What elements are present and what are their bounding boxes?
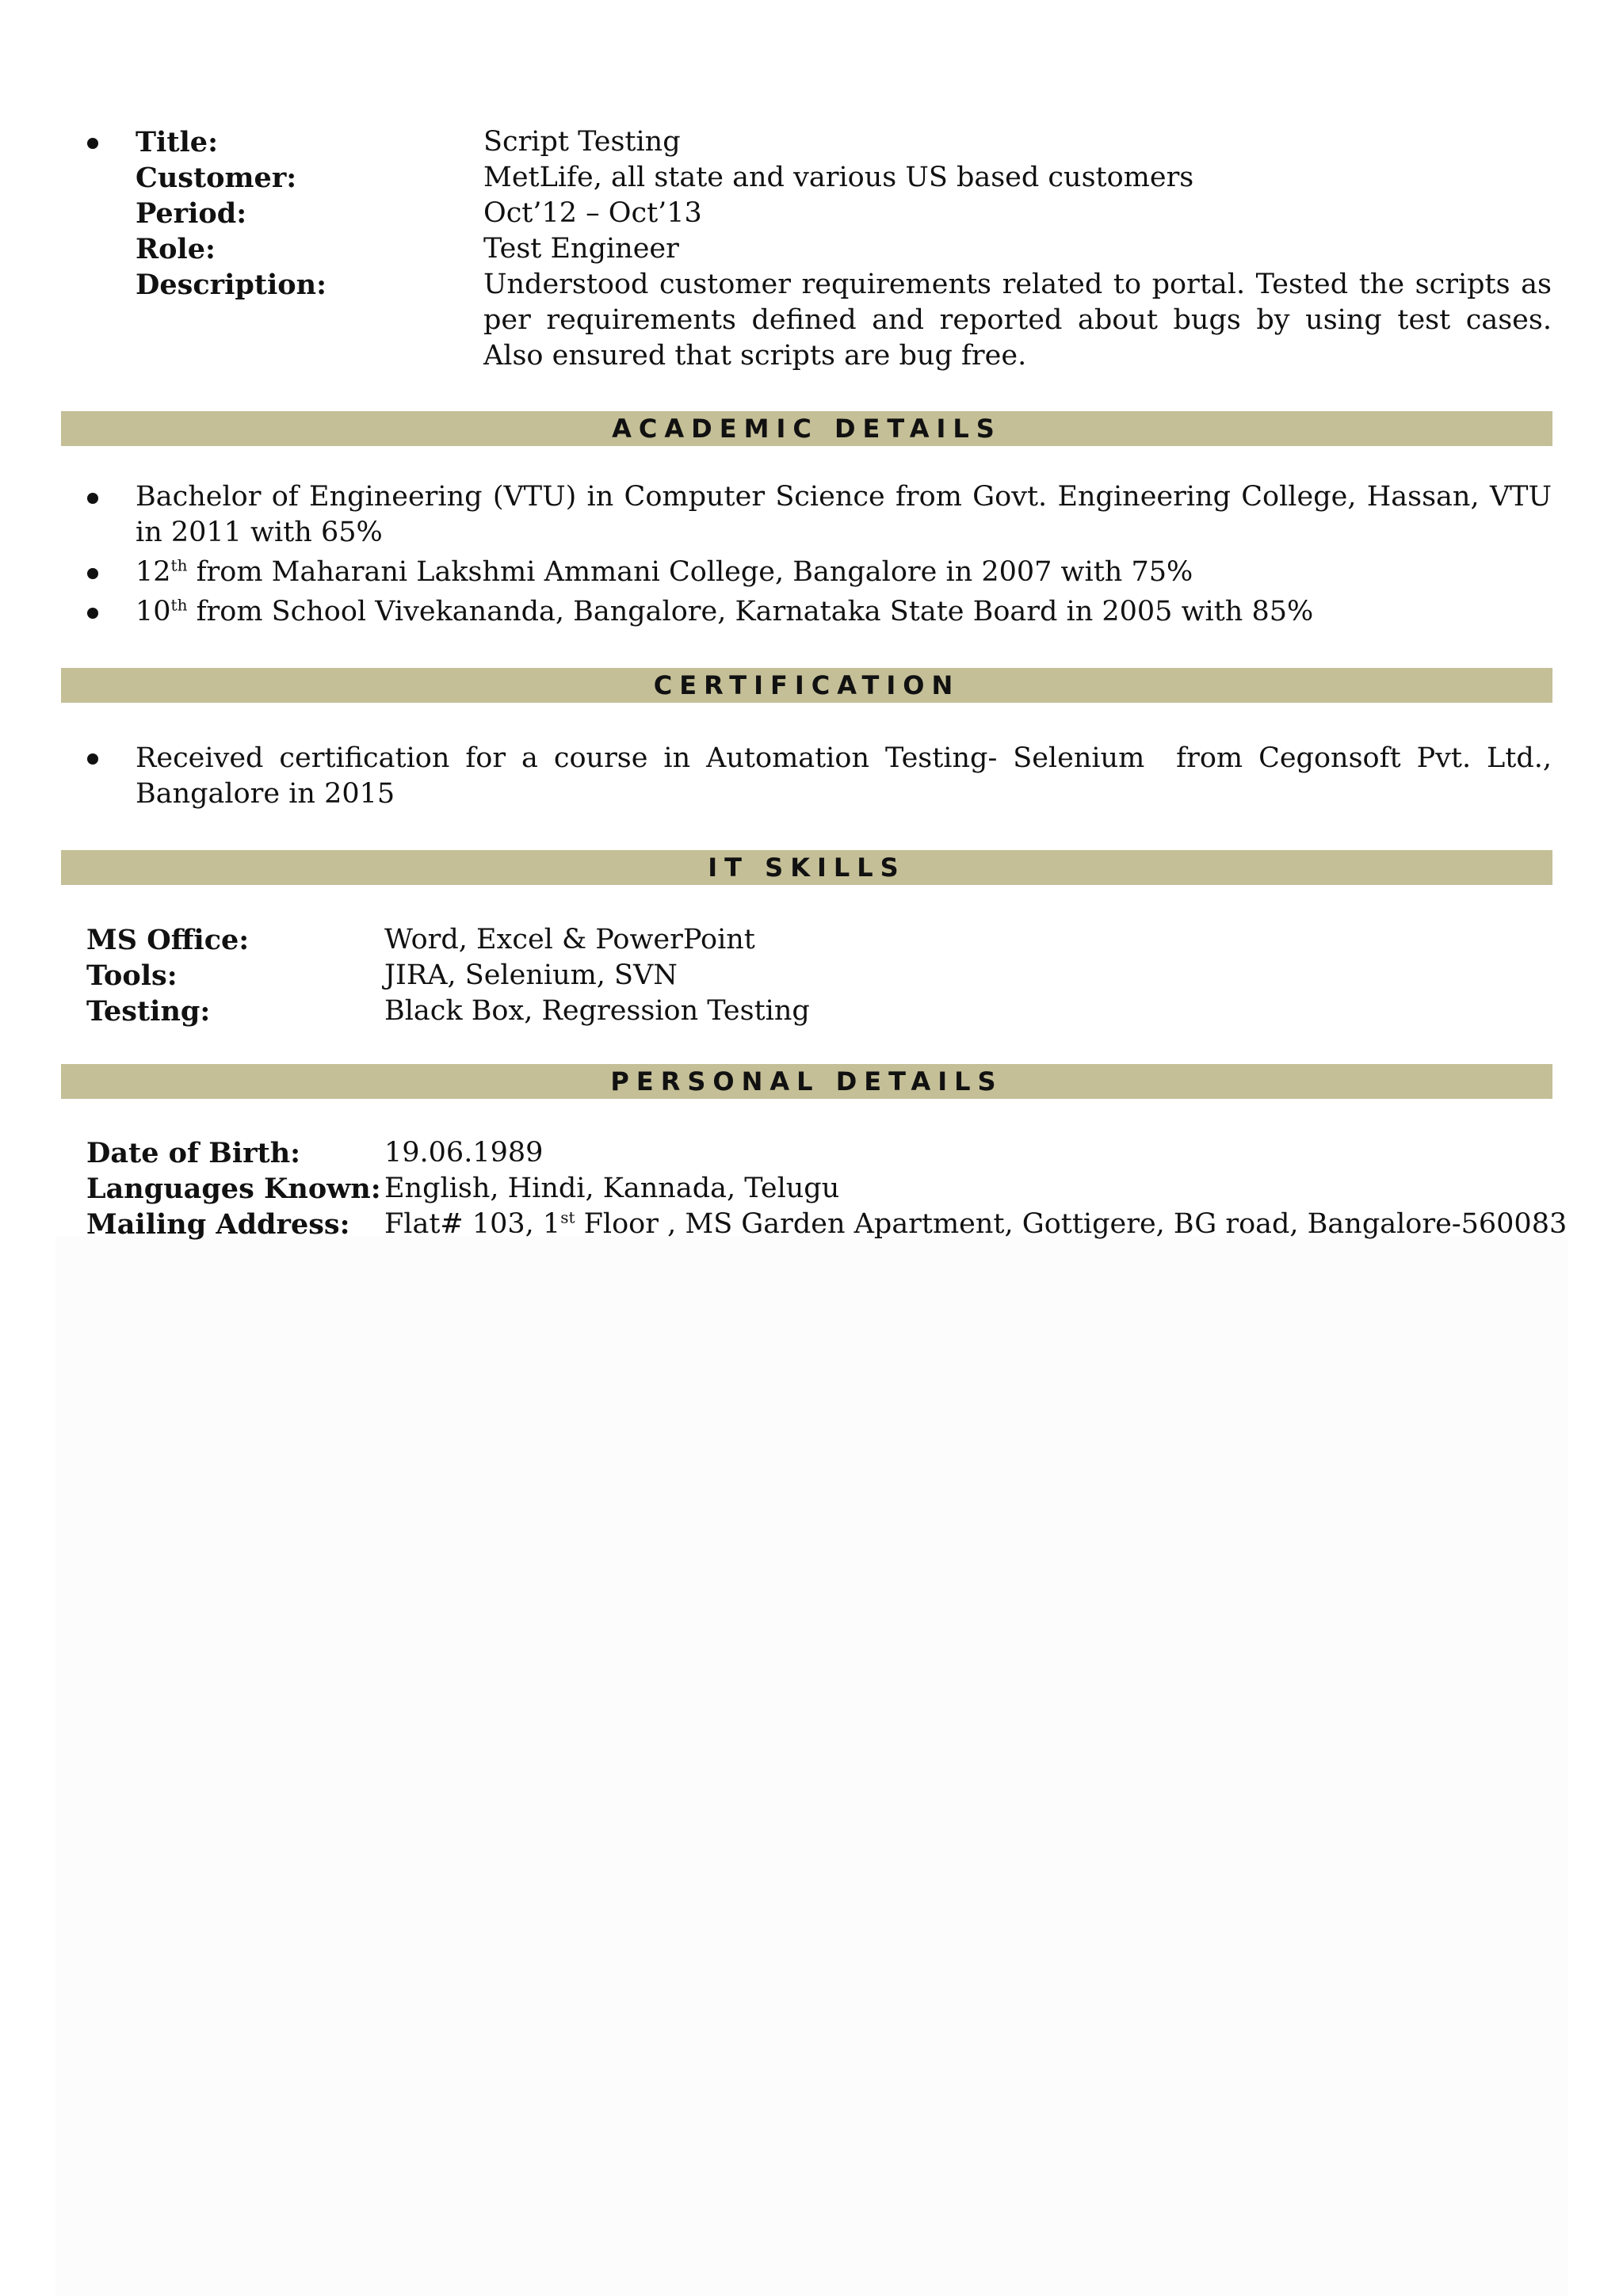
tools-label: Tools:	[86, 959, 178, 992]
project-role-value: Test Engineer	[483, 233, 679, 265]
academic-item-3	[136, 594, 1313, 630]
tools-value: JIRA, Selenium, SVN	[384, 959, 678, 991]
personal-heading: PERSONAL DETAILS	[610, 1066, 1003, 1097]
academic-bullet-3	[87, 608, 98, 619]
academic-item-2	[136, 555, 1193, 590]
certification-bullet-1	[87, 753, 98, 765]
it-skills-heading: IT SKILLS	[708, 852, 906, 883]
project-description-value: Understood customer requirements related to portal. Tested the scripts as per requirements defined and reported about bugs by using test cases. Also ensured that scripts are bug free.	[483, 269, 1552, 372]
certification-item-1: Received certification for a course in Automation Testing- Selenium from Cegonsoft Pvt. Ltd., Bangalore in 2015	[136, 742, 1561, 810]
project-period-label: Period:	[136, 197, 247, 230]
academic-item-3-rest: from School Vivekananda, Bangalore, Karnataka State Board in 2005 with 85%	[187, 596, 1314, 627]
languages-value: English, Hindi, Kannada, Telugu	[384, 1173, 840, 1204]
address-value	[384, 1207, 1567, 1242]
testing-label: Testing:	[86, 995, 211, 1028]
project-bullet	[87, 138, 98, 149]
academic-heading-bar	[61, 411, 1552, 446]
ms-office-label: MS Office:	[86, 924, 250, 956]
certification-heading-bar	[61, 668, 1552, 703]
academic-item-2-num: 12	[136, 556, 171, 588]
ms-office-value: Word, Excel & PowerPoint	[384, 924, 755, 955]
it-skills-heading-bar	[61, 850, 1552, 885]
languages-label: Languages Known:	[86, 1173, 381, 1205]
address-pre: Flat# 103, 1	[384, 1208, 561, 1240]
project-customer-label: Customer:	[136, 162, 297, 194]
academic-item-3-sup: th	[170, 595, 188, 615]
academic-item-2-sup: th	[170, 555, 188, 575]
academic-heading: ACADEMIC DETAILS	[612, 414, 1002, 444]
address-sup: st	[560, 1207, 575, 1227]
dob-value: 19.06.1989	[384, 1137, 544, 1169]
dob-label: Date of Birth:	[86, 1137, 301, 1169]
testing-value: Black Box, Regression Testing	[384, 995, 810, 1027]
project-customer-value: MetLife, all state and various US based customers	[483, 162, 1194, 193]
address-post: Floor , MS Garden Apartment, Gottigere, BG road, Bangalore-560083	[575, 1208, 1568, 1240]
project-title-value: Script Testing	[483, 126, 681, 158]
project-role-label: Role:	[136, 233, 216, 265]
academic-item-1: Bachelor of Engineering (VTU) in Computer Science from Govt. Engineering College, Hassan, VTU in 2011 with 65%	[136, 481, 1552, 548]
certification-heading: CERTIFICATION	[653, 670, 960, 700]
project-period-value: Oct’12 – Oct’13	[483, 197, 702, 229]
personal-heading-bar	[61, 1064, 1552, 1099]
academic-bullet-2	[87, 568, 98, 579]
academic-bullet-1	[87, 493, 98, 504]
address-label: Mailing Address:	[86, 1208, 350, 1241]
academic-item-2-rest: from Maharani Lakshmi Ammani College, Bangalore in 2007 with 75%	[187, 556, 1193, 588]
project-description-label: Description:	[136, 269, 327, 301]
project-title-label: Title:	[136, 126, 218, 158]
academic-item-3-num: 10	[136, 596, 171, 627]
